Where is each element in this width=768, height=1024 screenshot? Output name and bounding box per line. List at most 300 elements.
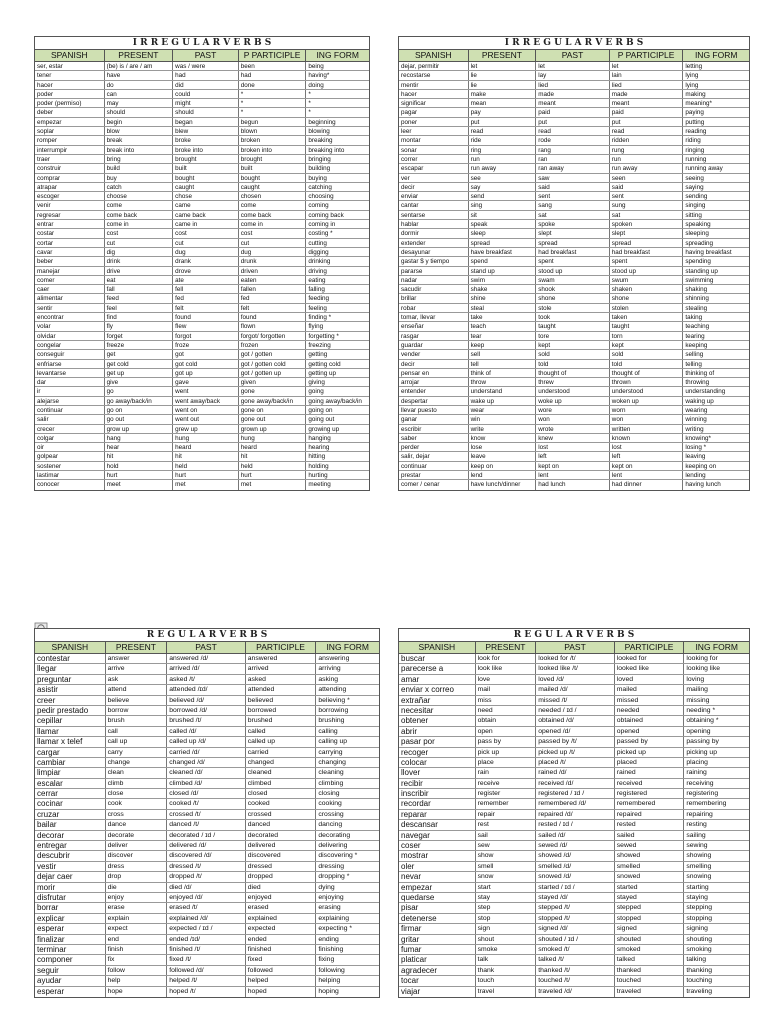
- table-row: [399, 716, 749, 726]
- table-row: [35, 322, 369, 331]
- table-cell: sailed /d/: [536, 831, 615, 840]
- table-cell: obtain: [476, 716, 537, 725]
- table-cell: call: [106, 727, 168, 736]
- table-cell: clean: [106, 768, 168, 777]
- table-cell: significar: [399, 99, 469, 107]
- table-cell: gone out: [239, 415, 307, 423]
- table-row: [399, 183, 749, 192]
- table-cell: soplar: [35, 127, 105, 135]
- table-cell: talked /t/: [536, 955, 615, 964]
- table-cell: comer / cenar: [399, 480, 469, 489]
- table-cell: dressed: [246, 862, 317, 871]
- table-cell: send: [469, 192, 537, 200]
- column-header: ING FORM: [695, 642, 738, 652]
- column-header: PRESENT: [469, 50, 537, 61]
- table-cell: hope: [106, 987, 168, 997]
- table-cell: sending: [685, 193, 708, 201]
- table-row: [35, 90, 369, 99]
- table-row: [35, 155, 369, 164]
- table-row: [35, 406, 369, 415]
- table-cell: eaten: [239, 276, 307, 284]
- table-cell: ate: [173, 276, 239, 284]
- table-cell: looked like /t/: [536, 664, 615, 673]
- table-cell: dressed /t/: [167, 862, 246, 871]
- table-cell: passed by: [615, 737, 685, 746]
- table-cell: sleeping: [685, 230, 709, 238]
- table-cell: encontrar: [35, 313, 105, 321]
- table-cell: dropped /t/: [167, 872, 246, 881]
- table-cell: opening: [686, 727, 711, 735]
- table-cell: singing: [685, 202, 706, 210]
- table-cell: sewed /d/: [536, 841, 615, 850]
- table-cell: swum: [610, 276, 684, 284]
- table-row: [399, 685, 749, 695]
- table-cell: drove: [173, 267, 239, 275]
- table-cell: sewed: [615, 841, 685, 850]
- table-cell: signing: [686, 925, 708, 933]
- table-cell: erased: [246, 903, 317, 912]
- table-cell: poner: [399, 118, 469, 126]
- table-cell: esperar: [35, 987, 106, 997]
- table-cell: hurting: [308, 472, 328, 480]
- table-cell: thought of: [536, 369, 610, 377]
- table-cell: rained: [615, 768, 685, 777]
- table-row: [35, 903, 379, 913]
- table-cell: built: [173, 164, 239, 172]
- table-cell: golpear: [35, 452, 105, 460]
- table-cell: volar: [35, 322, 105, 330]
- table-cell: gritar: [399, 935, 476, 944]
- table-cell: opened /d/: [536, 727, 615, 736]
- table-cell: began: [173, 118, 239, 126]
- table-cell: tear: [469, 332, 537, 340]
- table-cell: asked: [246, 675, 317, 684]
- table-cell: rested: [615, 820, 685, 829]
- table-cell: registered / ɪd /: [536, 789, 615, 798]
- table-row: [35, 192, 369, 201]
- table-row: [35, 789, 379, 799]
- table-cell: had: [239, 71, 307, 79]
- table-cell: sold: [536, 350, 610, 358]
- table-cell: win: [469, 415, 537, 423]
- table-cell: slept: [536, 229, 610, 237]
- table-cell: finished /t/: [167, 945, 246, 954]
- table-cell: decorated: [246, 831, 317, 840]
- table-cell: stopped: [615, 914, 685, 923]
- table-row: [399, 862, 749, 872]
- table-cell: carry: [106, 748, 168, 757]
- table-cell: died /d/: [167, 883, 246, 892]
- table-cell: shine: [469, 294, 537, 302]
- table-cell: decorated / ɪd /: [167, 831, 246, 840]
- table-cell: look like: [476, 664, 537, 673]
- table-row: [399, 81, 749, 90]
- table-cell: lied: [536, 81, 610, 89]
- table-cell: cleaned: [246, 768, 317, 777]
- table-row: [35, 183, 369, 192]
- table-row: [399, 164, 749, 173]
- table-cell: hanging: [308, 434, 331, 442]
- table-cell: dance: [106, 820, 168, 829]
- table-cell: mentir: [399, 81, 469, 89]
- table-cell: changed: [246, 758, 317, 767]
- table-cell: fallen: [239, 285, 307, 293]
- table-cell: looked for: [615, 654, 685, 663]
- table-row: [35, 415, 369, 424]
- table-cell: got / gotten: [239, 350, 307, 358]
- table-cell: gave: [173, 378, 239, 386]
- table-cell: contestar: [35, 654, 106, 663]
- table-cell: talking: [686, 956, 707, 964]
- table-cell: signed /d/: [536, 924, 615, 933]
- table-cell: going away/back/in: [308, 397, 362, 405]
- table-row: [399, 285, 749, 294]
- table-cell: driven: [239, 267, 307, 275]
- table-cell: sit: [469, 211, 537, 219]
- table-cell: carrying: [318, 748, 343, 756]
- table-cell: meeting: [308, 481, 331, 489]
- table-cell: stood up: [610, 267, 684, 275]
- table-cell: spending: [685, 258, 711, 266]
- table-row: [399, 304, 749, 313]
- table-cell: won: [610, 415, 684, 423]
- table-cell: smoke: [476, 945, 537, 954]
- table-cell: shinning: [685, 295, 709, 303]
- table-cell: registering: [686, 790, 719, 798]
- column-header: PAST: [536, 50, 610, 61]
- table-row: [35, 664, 379, 674]
- table-cell: getting cold: [308, 360, 341, 368]
- table-cell: brushed: [246, 716, 317, 725]
- table-cell: felt: [239, 304, 307, 312]
- table-cell: bringing: [308, 155, 331, 163]
- table-cell: saber: [399, 434, 469, 442]
- table-cell: tearing: [685, 332, 705, 340]
- table-cell: selling: [685, 351, 704, 359]
- table-cell: explained: [246, 914, 317, 923]
- table-cell: meet: [105, 480, 174, 489]
- table-row: [399, 737, 749, 747]
- table-cell: get cold: [105, 360, 174, 368]
- table-cell: guardar: [399, 341, 469, 349]
- table-cell: expected: [246, 924, 317, 933]
- table-row: [399, 443, 749, 452]
- table-cell: traveled /d/: [536, 987, 615, 997]
- table-row: [399, 654, 749, 664]
- table-row: [35, 332, 369, 341]
- table-cell: asistir: [35, 685, 106, 694]
- table-cell: driving: [308, 267, 327, 275]
- table-cell: see: [469, 174, 537, 182]
- table-cell: hit: [105, 452, 174, 460]
- table-row: [399, 201, 749, 210]
- table-cell: growing up: [308, 425, 340, 433]
- table-cell: stepping: [686, 904, 713, 912]
- table-cell: broken into: [239, 146, 307, 154]
- table-cell: broke into: [173, 146, 239, 154]
- table-cell: fall: [105, 285, 174, 293]
- table-cell: mail: [476, 685, 537, 694]
- table-cell: drive: [105, 267, 174, 275]
- table-row: [35, 62, 369, 71]
- table-cell: touched /t/: [536, 976, 615, 985]
- table-cell: tore: [536, 332, 610, 340]
- table-cell: signed: [615, 924, 685, 933]
- table-cell: carried: [246, 748, 317, 757]
- table-row: [399, 696, 749, 706]
- table-cell: costar: [35, 229, 105, 237]
- table-cell: frozen: [239, 341, 307, 349]
- table-cell: feeling: [308, 304, 327, 312]
- table-cell: digging: [308, 248, 329, 256]
- table-cell: cortar: [35, 239, 105, 247]
- table-row: [35, 136, 369, 145]
- table-cell: repairing: [686, 810, 713, 818]
- table-cell: hoped: [246, 987, 317, 997]
- table-cell: close: [106, 789, 168, 798]
- table-cell: closed /d/: [167, 789, 246, 798]
- table-cell: cerrar: [35, 789, 106, 798]
- table-cell: giving: [308, 379, 325, 387]
- table-row: [35, 443, 369, 452]
- table-cell: placing: [686, 758, 708, 766]
- table-cell: spread: [536, 239, 610, 247]
- table-cell: erasing: [318, 904, 341, 912]
- table-cell: do: [105, 81, 174, 89]
- table-cell: feed: [105, 294, 174, 302]
- table-cell: ran: [536, 155, 610, 163]
- table-cell: repaired /d/: [536, 810, 615, 819]
- table-cell: sell: [469, 350, 537, 358]
- table-cell: showed /d/: [536, 851, 615, 860]
- table-row: [35, 118, 369, 127]
- table-cell: break: [105, 136, 174, 144]
- table-cell: won: [536, 415, 610, 423]
- table-cell: hablar: [399, 220, 469, 228]
- table-cell: componer: [35, 955, 106, 964]
- table-cell: shaken: [610, 285, 684, 293]
- table-cell: expecting *: [318, 925, 353, 933]
- table-cell: wore: [536, 406, 610, 414]
- table-cell: missing: [686, 696, 710, 704]
- table-cell: ganar: [399, 415, 469, 423]
- table-cell: opened: [615, 727, 685, 736]
- table-cell: deliver: [106, 841, 168, 850]
- table-row: [35, 229, 369, 238]
- table-cell: closing: [318, 790, 340, 798]
- table-cell: recostarse: [399, 71, 469, 79]
- table-cell: look for: [476, 654, 537, 663]
- table-row: [399, 90, 749, 99]
- table-cell: thinking of: [685, 369, 715, 377]
- table-cell: drunk: [239, 257, 307, 265]
- table-cell: oir: [35, 443, 105, 451]
- table-row: [35, 706, 379, 716]
- table-cell: feel: [105, 304, 174, 312]
- table-cell: rung: [610, 146, 684, 154]
- table-cell: dormir: [399, 229, 469, 237]
- table-cell: dug: [173, 248, 239, 256]
- table-cell: coser: [399, 841, 476, 850]
- table-row: [35, 304, 369, 313]
- table-cell: breaking: [308, 137, 333, 145]
- table-cell: saw: [536, 174, 610, 182]
- table-cell: borrowing: [318, 706, 349, 714]
- table-cell: buy: [105, 174, 174, 182]
- table-cell: alejarse: [35, 397, 105, 405]
- table-cell: pararse: [399, 267, 469, 275]
- table-cell: grown up: [239, 425, 307, 433]
- table-cell: was / were: [173, 62, 239, 70]
- table-cell: registered: [615, 789, 685, 798]
- table-cell: discovered: [246, 851, 317, 860]
- table-row: [399, 471, 749, 480]
- table-header: [35, 642, 379, 654]
- table-cell: mailed: [615, 685, 685, 694]
- column-header: ING FORM: [326, 642, 369, 652]
- table-cell: discovering *: [318, 852, 358, 860]
- table-cell: believing *: [318, 696, 350, 704]
- table-cell: given: [239, 378, 307, 386]
- table-cell: called up: [246, 737, 317, 746]
- table-cell: buying: [308, 174, 327, 182]
- table-cell: kept on: [536, 462, 610, 470]
- column-header: ING FORM: [316, 50, 359, 60]
- table-cell: finish: [106, 945, 168, 954]
- table-cell: making: [685, 90, 706, 98]
- table-row: [35, 276, 369, 285]
- table-cell: received: [615, 779, 685, 788]
- table-row: [35, 71, 369, 80]
- table-cell: lent: [610, 471, 684, 479]
- table-cell: gone away/back/in: [239, 397, 307, 405]
- table-title: R E G U L A R V E R B S: [399, 629, 749, 642]
- table-cell: calling: [318, 727, 338, 735]
- table-cell: pay: [469, 108, 537, 116]
- table-cell: tocar: [399, 976, 476, 985]
- table-row: [399, 127, 749, 136]
- table-cell: believe: [106, 696, 168, 705]
- table-cell: remembering: [686, 800, 727, 808]
- table-cell: shone: [536, 294, 610, 302]
- table-cell: run away: [469, 164, 537, 172]
- table-cell: speaking: [685, 221, 711, 229]
- table-cell: repaired: [615, 810, 685, 819]
- table-row: [399, 841, 749, 851]
- table-cell: shake: [469, 285, 537, 293]
- table-row: [399, 192, 749, 201]
- table-cell: taught: [536, 322, 610, 330]
- table-cell: hearing: [308, 444, 330, 452]
- table-cell: blowing: [308, 128, 330, 136]
- table-row: [35, 955, 379, 965]
- table-cell: enfriarse: [35, 360, 105, 368]
- table-cell: rested / ɪd /: [536, 820, 615, 829]
- table-cell: explain: [106, 914, 168, 923]
- table-body: [35, 62, 369, 490]
- table-row: [35, 425, 369, 434]
- table-row: [35, 696, 379, 706]
- table-cell: cargar: [35, 748, 106, 757]
- table-cell: swim: [469, 276, 537, 284]
- table-cell: seeing: [685, 174, 704, 182]
- table-cell: give: [105, 378, 174, 386]
- table-row: [399, 136, 749, 145]
- table-row: [35, 893, 379, 903]
- table-cell: cut: [239, 239, 307, 247]
- table-row: [35, 257, 369, 266]
- table-row: [399, 799, 749, 809]
- table-cell: smelling: [686, 862, 712, 870]
- table-cell: paid: [610, 108, 684, 116]
- table-cell: arrive: [106, 664, 168, 673]
- table-row: [35, 127, 369, 136]
- table-cell: enjoyed: [246, 893, 317, 902]
- table-row: [399, 924, 749, 934]
- table-cell: mean: [469, 99, 537, 107]
- column-header: PRESENT: [105, 50, 174, 61]
- table-cell: (be) is / are / am: [105, 62, 174, 70]
- table-cell: could: [173, 90, 239, 98]
- table-cell: cooking: [318, 800, 342, 808]
- table-cell: shook: [536, 285, 610, 293]
- table-cell: rasgar: [399, 332, 469, 340]
- table-cell: grew up: [173, 425, 239, 433]
- table-cell: chose: [173, 192, 239, 200]
- table-cell: needed / ɪd /: [536, 706, 615, 715]
- table-cell: dropping *: [318, 873, 350, 881]
- table-cell: nevar: [399, 872, 476, 881]
- table-cell: run: [469, 155, 537, 163]
- table-cell: torn: [610, 332, 684, 340]
- table-cell: borrar: [35, 903, 106, 912]
- table-cell: sew: [476, 841, 537, 850]
- table-row: [399, 341, 749, 350]
- table-cell: lay: [536, 71, 610, 79]
- table-row: [35, 211, 369, 220]
- table-cell: getting: [308, 351, 328, 359]
- table-cell: swimming: [685, 276, 714, 284]
- table-cell: asked /t/: [167, 675, 246, 684]
- table-cell: find: [105, 313, 174, 321]
- table-row: [399, 452, 749, 461]
- table-cell: deber: [35, 108, 105, 116]
- table-cell: hang: [105, 434, 174, 442]
- table-cell: thrown: [610, 378, 684, 386]
- table-cell: escalar: [35, 779, 106, 788]
- table-cell: gone: [239, 387, 307, 395]
- table-cell: dejar caer: [35, 872, 106, 881]
- table-cell: dropped: [246, 872, 317, 881]
- table-cell: mailing: [686, 686, 708, 694]
- table-cell: forgot: [173, 332, 239, 340]
- table-row: [35, 727, 379, 737]
- table-cell: riding: [685, 137, 701, 145]
- table-row: [399, 99, 749, 108]
- table-cell: dress: [106, 862, 168, 871]
- table-cell: drink: [105, 257, 174, 265]
- table-cell: think of: [469, 369, 537, 377]
- table-cell: come: [105, 201, 174, 209]
- table-row: [35, 851, 379, 861]
- table-cell: went: [173, 387, 239, 395]
- table-cell: place: [476, 758, 537, 767]
- table-cell: sacudir: [399, 285, 469, 293]
- table-cell: had lunch: [536, 480, 610, 489]
- table-cell: drop: [106, 872, 168, 881]
- table-cell: wear: [469, 406, 537, 414]
- table-row: [399, 434, 749, 443]
